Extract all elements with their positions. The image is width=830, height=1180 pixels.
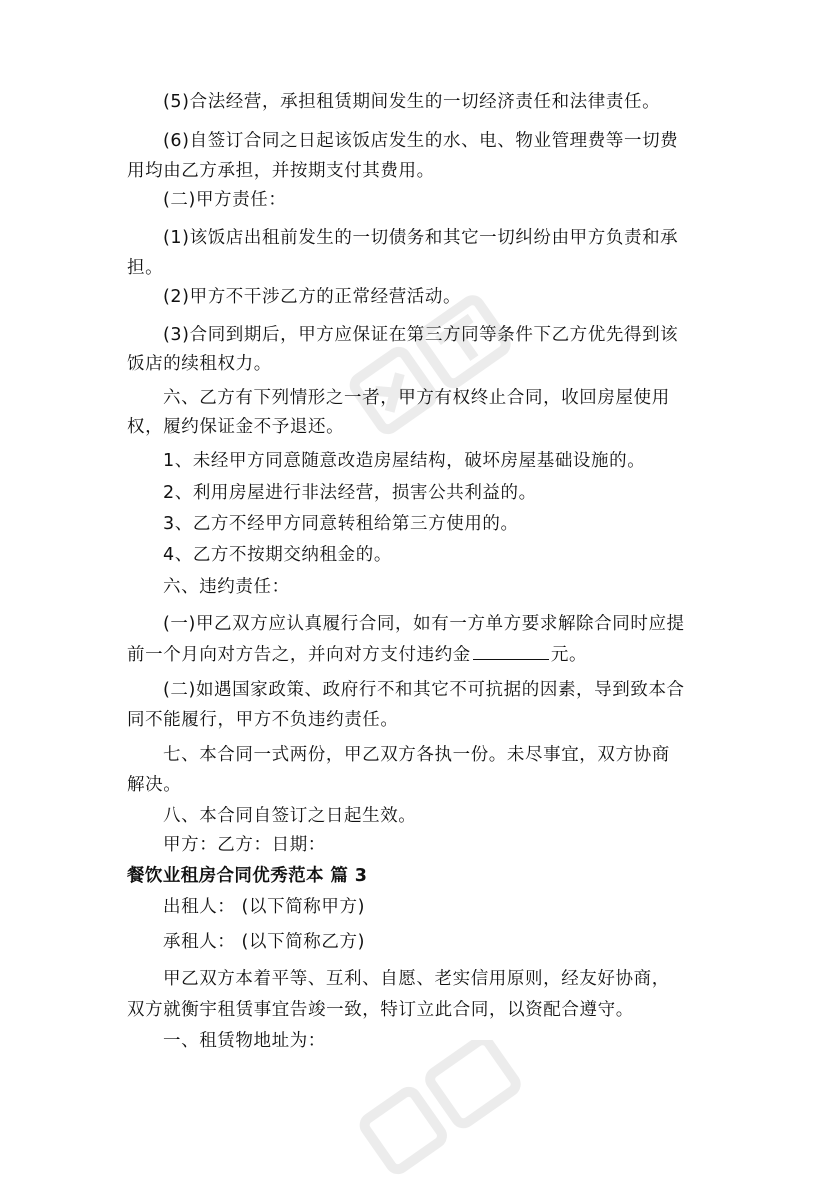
text-line: 2、利用房屋进行非法经营，损害公共利益的。 bbox=[163, 483, 537, 503]
penalty-amount-blank bbox=[473, 643, 549, 660]
text-line: 1、未经甲方同意随意改造房屋结构，破坏房屋基础设施的。 bbox=[163, 451, 646, 471]
text-line: (1)该饭店出租前发生的一切债务和其它一切纠纷由甲方负责和承 bbox=[163, 228, 679, 248]
text-line: 六、乙方有下列情形之一者，甲方有权终止合同，收回房屋使用 bbox=[163, 388, 670, 408]
text-line: 用均由乙方承担，并按期支付其费用。 bbox=[127, 161, 435, 181]
text-line: 七、本合同一式两份，甲乙双方各执一份。未尽事宜，双方协商 bbox=[163, 745, 670, 765]
penalty-text: 前一个月向对方告之，并向对方支付违约金 bbox=[127, 645, 471, 665]
text-line: 八、本合同自签订之日起生效。 bbox=[163, 806, 417, 826]
watermark-logo-bottom bbox=[340, 1040, 560, 1180]
text-line: (2)甲方不干涉乙方的正常经营活动。 bbox=[163, 287, 462, 307]
text-line: 同不能履行，甲方不负违约责任。 bbox=[127, 710, 399, 730]
signature-line: 甲方：乙方：日期： bbox=[163, 835, 326, 855]
lessee-line: 承租人： (以下简称乙方) bbox=[163, 932, 366, 952]
text-line: (一)甲乙双方应认真履行合同，如有一方单方要求解除合同时应提 bbox=[163, 614, 685, 634]
text-line: 六、违约责任： bbox=[163, 577, 290, 597]
text-line: (5)合法经营，承担租赁期间发生的一切经济责任和法律责任。 bbox=[163, 92, 661, 112]
text-line: 饭店的续租权力。 bbox=[127, 354, 272, 374]
text-line: (二)甲方责任： bbox=[163, 190, 287, 210]
text-line: 双方就衡宇租赁事宜告竣一致，特订立此合同，以资配合遵守。 bbox=[127, 1000, 634, 1020]
text-line: 4、乙方不按期交纳租金的。 bbox=[163, 545, 392, 565]
penalty-unit: 元。 bbox=[550, 645, 588, 665]
text-line: 担。 bbox=[127, 258, 164, 278]
text-line: 一、租赁物地址为： bbox=[163, 1031, 326, 1051]
text-line: (二)如遇国家政策、政府行不和其它不可抗据的因素，导到致本合 bbox=[163, 680, 685, 700]
text-line: (3)合同到期后，甲方应保证在第三方同等条件下乙方优先得到该 bbox=[163, 325, 679, 345]
text-line: 3、乙方不经甲方同意转租给第三方使用的。 bbox=[163, 514, 519, 534]
text-line: 权，履约保证金不予退还。 bbox=[127, 417, 345, 437]
text-line: 解决。 bbox=[127, 775, 182, 795]
lessor-line: 出租人： (以下简称甲方) bbox=[163, 897, 366, 917]
text-line-with-blank bbox=[127, 643, 587, 667]
section-heading: 餐饮业租房合同优秀范本 篇 3 bbox=[127, 866, 368, 886]
text-line: (6)自签订合同之日起该饭店发生的水、电、物业管理费等一切费 bbox=[163, 131, 679, 151]
text-line: 甲乙双方本着平等、互利、自愿、老实信用原则，经友好协商， bbox=[163, 969, 670, 989]
